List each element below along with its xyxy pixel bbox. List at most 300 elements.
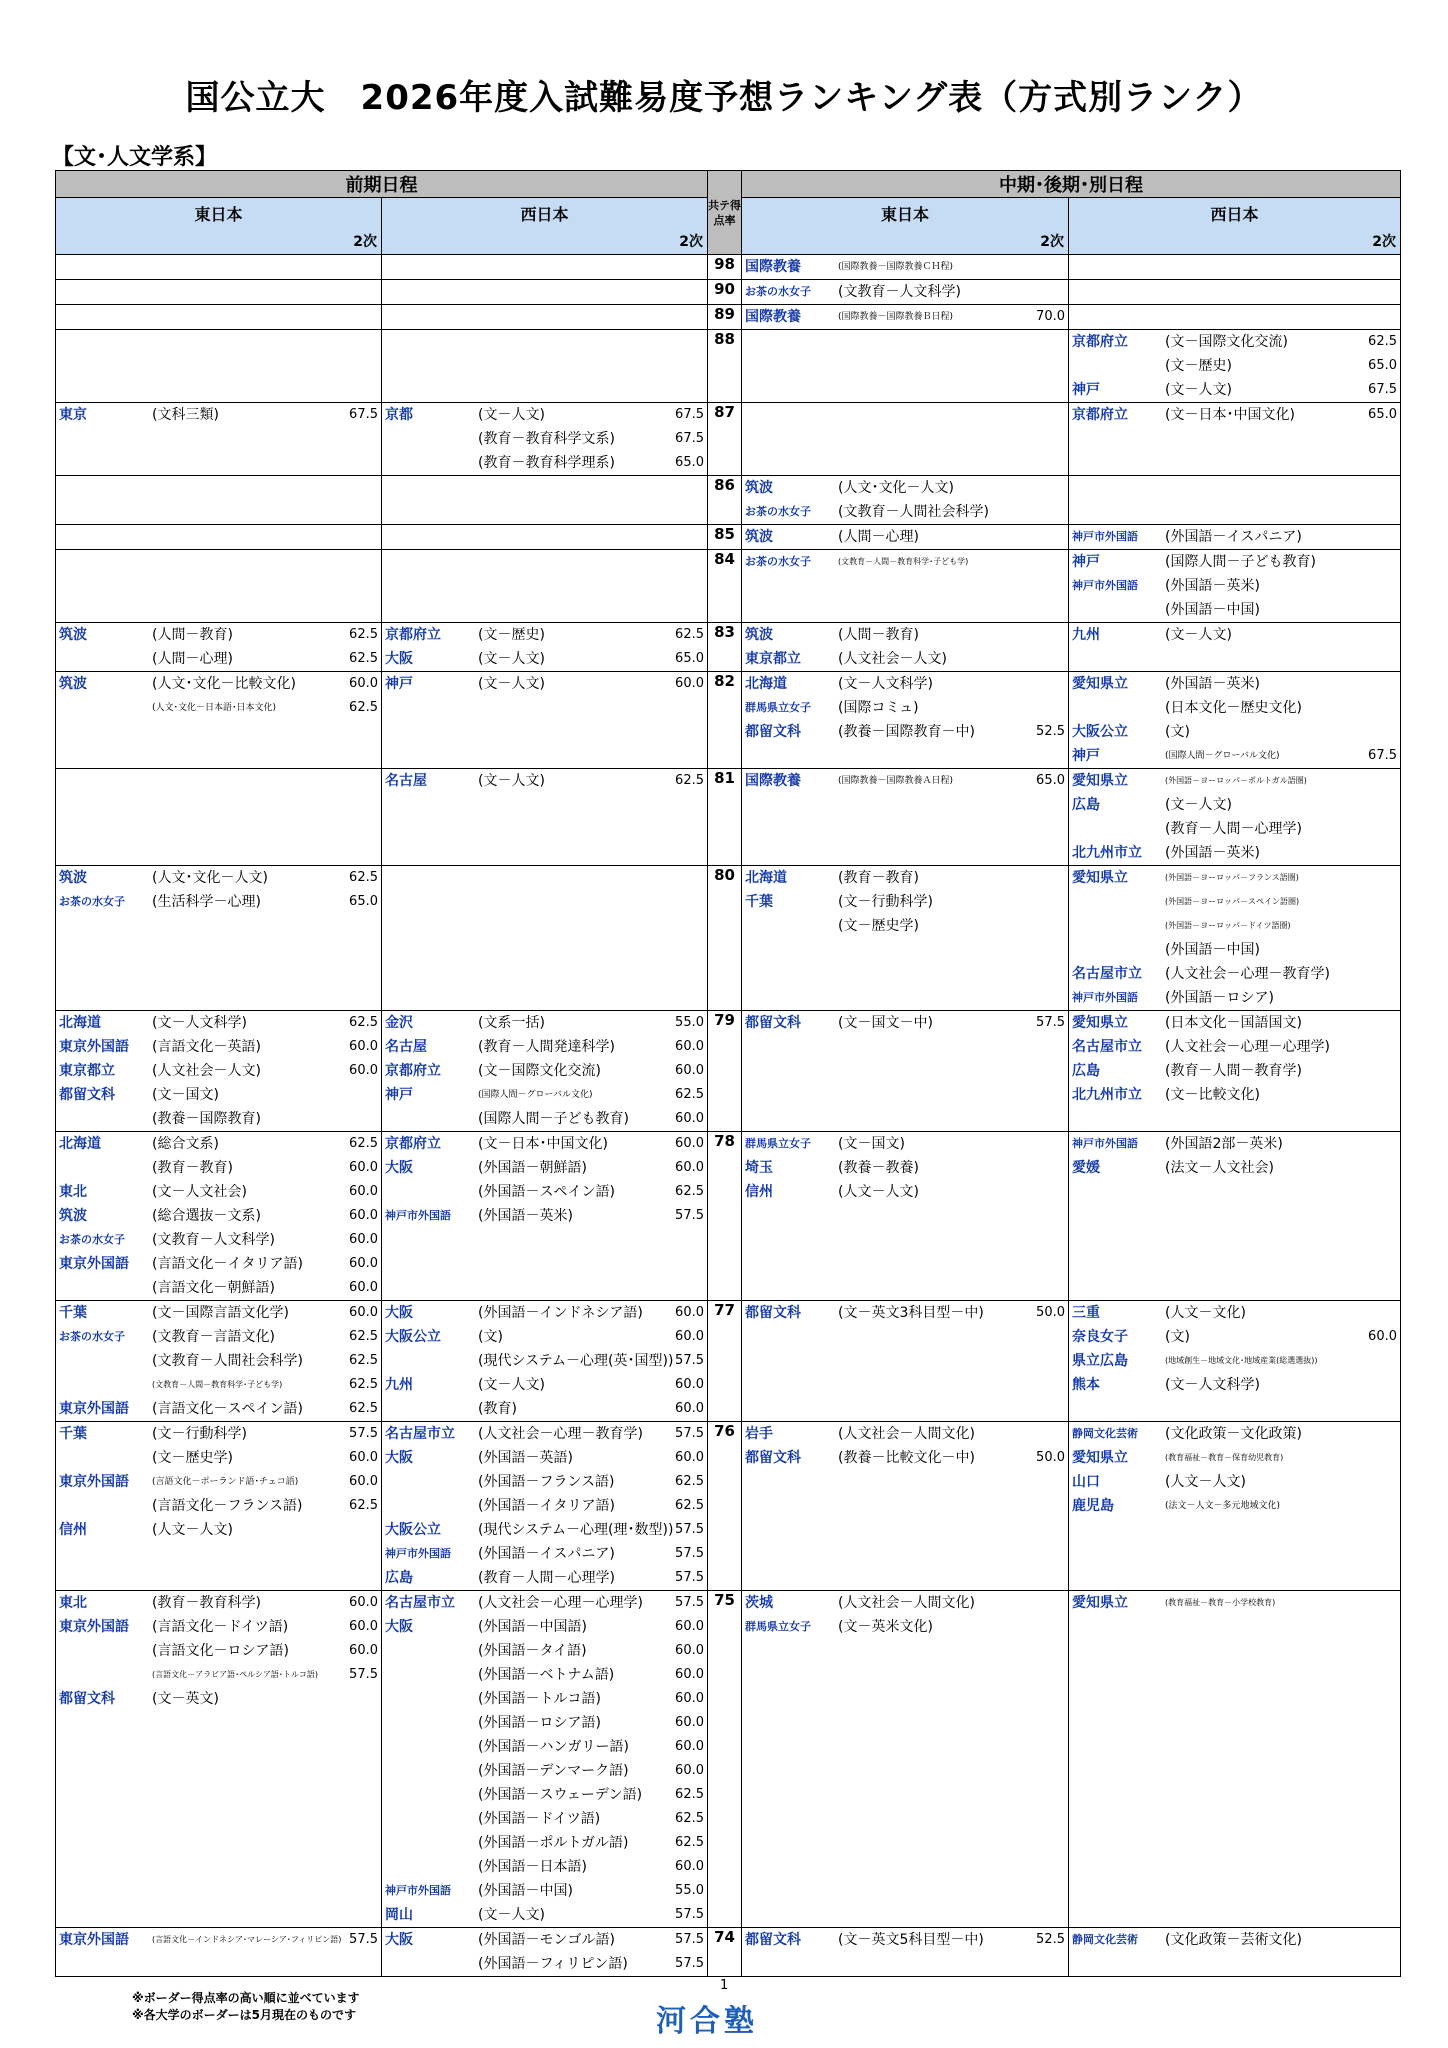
entry-line: [1069, 720, 1400, 744]
entry-line: [742, 986, 1068, 1010]
entry-line: [742, 1928, 1068, 1952]
cell-later-west: [1069, 550, 1401, 623]
department-name: (文科三類): [152, 407, 219, 423]
second-exam-score: 57.5: [675, 1426, 704, 1441]
university-name: 国際教養: [745, 309, 801, 325]
entry-line: [742, 1035, 1068, 1059]
university-name: 大阪: [385, 1305, 413, 1321]
entry-line: [742, 1615, 1068, 1639]
department-name: (文－国際文化交流): [1165, 334, 1288, 350]
entry-line: [382, 1132, 707, 1156]
department-name: (外国語－朝鮮語): [478, 1160, 587, 1176]
university-name: 神戸: [385, 1087, 413, 1103]
entry-line: [56, 1903, 381, 1927]
entry-line: [56, 500, 381, 524]
department-name: (外国語－イタリア語): [478, 1498, 615, 1514]
border-score: 88: [708, 330, 742, 403]
cell-later-west: [1069, 1011, 1401, 1132]
entry-line: [56, 1952, 381, 1976]
university-name: 愛知県立: [1072, 1015, 1128, 1031]
second-exam-score: 57.5: [675, 1353, 704, 1368]
entry-line: [56, 1180, 381, 1204]
entry-line: [742, 427, 1068, 451]
university-name: 県立広島: [1072, 1353, 1128, 1369]
entry-line: [56, 378, 381, 402]
entry-line: [742, 623, 1068, 647]
cell-later-east: [742, 1422, 1069, 1591]
entry-line: [382, 280, 707, 304]
department-name: (文－行動科学): [838, 894, 933, 910]
entry-line: [56, 1011, 381, 1035]
second-exam-score: 52.5: [1036, 1932, 1065, 1947]
footer-note: ※ボーダー得点率の高い順に並べています: [132, 1991, 360, 2005]
entry-line: [1069, 1663, 1400, 1687]
entry-line: [382, 1639, 707, 1663]
entry-line: [56, 1325, 381, 1349]
university-name: 神戸市外国語: [1072, 991, 1138, 1004]
entry-line: [742, 793, 1068, 817]
entry-line: [56, 1446, 381, 1470]
second-exam-score: 60.0: [675, 1739, 704, 1754]
second-exam-score: 60.0: [675, 1691, 704, 1706]
second-exam-score: 62.5: [349, 1353, 378, 1368]
second-exam-score: 62.5: [349, 651, 378, 666]
second-exam-score: 65.0: [1368, 407, 1397, 422]
department-name: (教養－国際教育－中): [838, 724, 975, 740]
university-name: 名古屋市立: [385, 1426, 455, 1442]
entry-line: [382, 1035, 707, 1059]
cell-early-west: [382, 305, 708, 330]
border-score: 98: [708, 255, 742, 280]
entry-line: [1069, 1397, 1400, 1421]
department-name: (言語文化－朝鮮語): [152, 1280, 275, 1296]
rank-row: [56, 1011, 1401, 1132]
university-name: 都留文科: [59, 1691, 115, 1707]
entry-line: [742, 1059, 1068, 1083]
entry-line: [1069, 1952, 1400, 1976]
entry-line: [56, 793, 381, 817]
border-score: 85: [708, 525, 742, 550]
cell-early-west: [382, 403, 708, 476]
entry-line: [742, 1759, 1068, 1783]
entry-line: [1069, 500, 1400, 524]
department-name: (文教育－人間－教育科学･子ども学): [838, 557, 969, 566]
footer-note: ※各大学のボーダーは5月現在のものです: [132, 2008, 357, 2022]
university-name: 神戸: [1072, 382, 1100, 398]
second-exam-score: 60.0: [675, 1111, 704, 1126]
second-exam-score: 60.0: [349, 1280, 378, 1295]
department-name: (教育－人間発達科学): [478, 1039, 615, 1055]
entry-line: [742, 403, 1068, 427]
second-exam-score: 62.5: [349, 1329, 378, 1344]
department-name: (文－人文): [478, 676, 545, 692]
entry-line: [742, 1855, 1068, 1879]
entry-line: [56, 1035, 381, 1059]
department-name: (国際教養－国際教養ＣＨ程): [838, 262, 954, 272]
department-name: (日本文化－歴史文化): [1165, 700, 1302, 716]
second-exam-score: 60.0: [349, 1232, 378, 1247]
entry-line: [382, 1783, 707, 1807]
entry-line: [1069, 817, 1400, 841]
department-name: (教育－教育): [838, 870, 919, 886]
department-name: (生活科学－心理): [152, 894, 261, 910]
header-score-column: 共テ得点率: [708, 171, 742, 255]
entry-line: [1069, 1325, 1400, 1349]
entry-line: [742, 305, 1068, 329]
entry-line: [56, 574, 381, 598]
department-name: (人文社会－心理－教育学): [478, 1426, 643, 1442]
entry-line: [382, 769, 707, 793]
entry-line: [742, 1470, 1068, 1494]
entry-line: [382, 403, 707, 427]
entry-line: [1069, 403, 1400, 427]
cell-later-west: [1069, 672, 1401, 769]
department-name: (外国語－ヨーロッパ－スペイン語圏): [1165, 897, 1300, 906]
entry-line: [1069, 793, 1400, 817]
entry-line: [1069, 986, 1400, 1010]
department-name: (言語文化－ドイツ語): [152, 1619, 289, 1635]
entry-line: [382, 525, 707, 549]
border-score: 82: [708, 672, 742, 769]
department-name: (外国語－ロシア): [1165, 990, 1274, 1006]
department-name: (文－国文－中): [838, 1015, 933, 1031]
entry-line: [56, 427, 381, 451]
cell-later-east: [742, 403, 1069, 476]
second-exam-score: 57.5: [675, 1570, 704, 1585]
department-name: (文－英文): [152, 1691, 219, 1707]
department-name: (文－国文): [838, 1136, 905, 1152]
entry-line: [56, 769, 381, 793]
university-name: 鹿児島: [1072, 1498, 1114, 1514]
border-score: 87: [708, 403, 742, 476]
second-exam-score: 60.0: [675, 676, 704, 691]
university-name: 神戸市外国語: [1072, 579, 1138, 592]
second-exam-score: 62.5: [675, 1787, 704, 1802]
department-name: (外国語－日本語): [478, 1859, 587, 1875]
cell-early-east: [56, 1591, 382, 1928]
university-name: 東京都立: [59, 1063, 115, 1079]
second-exam-score: 60.0: [675, 1160, 704, 1175]
entry-line: [56, 647, 381, 671]
department-name: (文教育－人間社会科学): [152, 1353, 303, 1369]
entry-line: [56, 1228, 381, 1252]
border-score: 77: [708, 1301, 742, 1422]
department-name: (教育福祉－教育－小学校教育): [1165, 1598, 1276, 1607]
second-exam-score: 60.0: [349, 1450, 378, 1465]
department-name: (国際人間－子ども教育): [1165, 554, 1316, 570]
university-name: 北海道: [745, 870, 787, 886]
cell-early-east: [56, 403, 382, 476]
entry-line: [742, 1807, 1068, 1831]
second-exam-score: 62.5: [349, 870, 378, 885]
header-later-east: 東日本 2次: [742, 198, 1069, 255]
university-name: 都留文科: [745, 1305, 801, 1321]
entry-line: [742, 1228, 1068, 1252]
university-name: 京都府立: [1072, 334, 1128, 350]
department-name: (人文－人文): [838, 1184, 919, 1200]
entry-line: [742, 1132, 1068, 1156]
second-exam-score: 65.0: [1368, 358, 1397, 373]
entry-line: [382, 550, 707, 574]
entry-line: [56, 255, 381, 279]
entry-line: [56, 1397, 381, 1421]
cell-later-east: [742, 1301, 1069, 1422]
entry-line: [382, 1325, 707, 1349]
department-name: (人文･文化－人文): [152, 870, 268, 886]
department-name: (文－人文): [1165, 627, 1232, 643]
department-name: (外国語－タイ語): [478, 1643, 587, 1659]
department-name: (外国語－中国): [1165, 602, 1260, 618]
department-name: (人文社会－人間文化): [838, 1426, 975, 1442]
university-name: 東京都立: [745, 651, 801, 667]
university-name: 名古屋: [385, 1039, 427, 1055]
second-exam-score: 57.5: [349, 1426, 378, 1441]
entry-line: [382, 1107, 707, 1131]
department-name: (文－人文): [478, 1907, 545, 1923]
rank-row: [56, 1422, 1401, 1591]
department-name: (外国語－スペイン語): [478, 1184, 615, 1200]
cell-early-west: [382, 866, 708, 1011]
department-name: (文教育－人文科学): [152, 1232, 275, 1248]
entry-line: [382, 890, 707, 914]
cell-later-east: [742, 623, 1069, 672]
cell-later-east: [742, 1011, 1069, 1132]
entry-line: [1069, 1807, 1400, 1831]
entry-line: [742, 330, 1068, 354]
border-score: 81: [708, 769, 742, 866]
entry-line: [742, 1879, 1068, 1903]
second-exam-score: 60.0: [349, 1474, 378, 1489]
second-exam-score: 62.5: [349, 1498, 378, 1513]
cell-later-west: [1069, 280, 1401, 305]
university-name: 愛知県立: [1072, 870, 1128, 886]
university-name: 神戸市外国語: [385, 1209, 451, 1222]
department-name: (文教育－人間－教育科学･子ども学): [152, 1380, 283, 1389]
entry-line: [382, 476, 707, 500]
department-name: (文教育－言語文化): [152, 1329, 275, 1345]
cell-early-east: [56, 1301, 382, 1422]
university-name: 愛知県立: [1072, 1450, 1128, 1466]
university-name: 東京外国語: [59, 1932, 129, 1948]
university-name: 神戸市外国語: [385, 1884, 451, 1897]
second-exam-score: 57.5: [349, 1667, 378, 1682]
cell-later-west: [1069, 1591, 1401, 1928]
entry-line: [742, 866, 1068, 890]
border-score: 86: [708, 476, 742, 525]
entry-line: [742, 1276, 1068, 1300]
second-exam-score: 70.0: [1036, 309, 1065, 324]
second-exam-score: 50.0: [1036, 1450, 1065, 1465]
entry-line: [1069, 769, 1400, 793]
second-exam-score: 62.5: [675, 627, 704, 642]
university-name: 東京外国語: [59, 1474, 129, 1490]
department-name: (文－人文): [478, 407, 545, 423]
second-exam-score: 60.0: [349, 1619, 378, 1634]
entry-line: [1069, 451, 1400, 475]
department-name: (教育－教育科学): [152, 1595, 261, 1611]
entry-line: [382, 1011, 707, 1035]
header-early-west: 西日本 2次: [382, 198, 708, 255]
department-name: (法文－人文－多元地域文化): [1165, 1501, 1281, 1511]
cell-early-west: [382, 550, 708, 623]
cell-early-west: [382, 1591, 708, 1928]
rank-row: [56, 403, 1401, 476]
department-name: (国際人間－グローバル文化): [478, 1090, 593, 1100]
university-name: お茶の水女子: [59, 1330, 125, 1343]
entry-line: [56, 1711, 381, 1735]
entry-line: [56, 1639, 381, 1663]
department-name: (人間－心理): [152, 651, 233, 667]
university-name: 都留文科: [59, 1087, 115, 1103]
department-name: (文－英文5科目型－中): [838, 1932, 984, 1948]
department-name: (外国語－フィリピン語): [478, 1956, 628, 1972]
university-name: 群馬県立女子: [745, 701, 811, 714]
entry-line: [1069, 354, 1400, 378]
second-exam-score: 60.0: [349, 1256, 378, 1271]
entry-line: [382, 744, 707, 768]
university-name: 筑波: [745, 480, 773, 496]
university-name: 国際教養: [745, 773, 801, 789]
page-number: 1: [720, 1978, 729, 1993]
entry-line: [382, 938, 707, 962]
entry-line: [382, 1711, 707, 1735]
kawaijuku-logo: 河合塾: [656, 2004, 758, 2039]
department-name: (人文社会－人文): [838, 651, 947, 667]
university-name: 東京: [59, 407, 87, 423]
cell-later-east: [742, 330, 1069, 403]
department-name: (教育－教育科学文系): [478, 431, 615, 447]
university-name: 名古屋: [385, 773, 427, 789]
cell-early-west: [382, 280, 708, 305]
department-name: (文－人文社会): [152, 1184, 247, 1200]
entry-line: [742, 1156, 1068, 1180]
second-exam-score: 60.0: [675, 1619, 704, 1634]
entry-line: [56, 1735, 381, 1759]
university-name: 奈良女子: [1072, 1329, 1128, 1345]
entry-line: [382, 1518, 707, 1542]
university-name: 愛知県立: [1072, 1595, 1128, 1611]
university-name: 静岡文化芸術: [1072, 1427, 1138, 1440]
entry-line: [382, 647, 707, 671]
second-exam-score: 62.5: [675, 1835, 704, 1850]
rank-row: [56, 769, 1401, 866]
university-name: 千葉: [745, 894, 773, 910]
department-name: (日本文化－国語国文): [1165, 1015, 1302, 1031]
university-name: お茶の水女子: [59, 1233, 125, 1246]
entry-line: [742, 598, 1068, 622]
department-name: (国際人間－子ども教育): [478, 1111, 629, 1127]
university-name: 広島: [1072, 1063, 1100, 1079]
entry-line: [382, 1952, 707, 1976]
department-name: (外国語－英語): [478, 1450, 573, 1466]
second-exam-score: 57.5: [675, 1932, 704, 1947]
cell-later-west: [1069, 525, 1401, 550]
entry-line: [382, 914, 707, 938]
second-exam-score: 62.5: [349, 1401, 378, 1416]
entry-line: [382, 1663, 707, 1687]
university-name: 都留文科: [745, 1932, 801, 1948]
footer-notes: [132, 1990, 360, 2024]
department-name: (外国語－中国語): [478, 1619, 587, 1635]
entry-line: [1069, 1615, 1400, 1639]
entry-line: [1069, 1928, 1400, 1952]
rank-row: [56, 1928, 1401, 1977]
entry-line: [742, 1083, 1068, 1107]
second-exam-score: 60.0: [349, 1643, 378, 1658]
cell-later-west: [1069, 1301, 1401, 1422]
second-exam-score: 60.0: [1368, 1329, 1397, 1344]
department-name: (言語文化－英語): [152, 1039, 261, 1055]
university-name: 大阪: [385, 1450, 413, 1466]
entry-line: [56, 1831, 381, 1855]
entry-line: [742, 962, 1068, 986]
border-score: 84: [708, 550, 742, 623]
cell-later-east: [742, 280, 1069, 305]
second-exam-score: 60.0: [675, 1859, 704, 1874]
cell-early-east: [56, 769, 382, 866]
border-score: 75: [708, 1591, 742, 1928]
department-name: (文化政策－文化政策): [1165, 1426, 1302, 1442]
second-exam-score: 62.5: [675, 1474, 704, 1489]
ranking-table: [55, 170, 1401, 1977]
entry-line: [742, 1422, 1068, 1446]
ranking-table-body: [56, 255, 1401, 1977]
rank-row: [56, 305, 1401, 330]
entry-line: [1069, 1422, 1400, 1446]
university-name: 熊本: [1072, 1377, 1100, 1393]
entry-line: [1069, 1566, 1400, 1590]
university-name: 大阪: [385, 1932, 413, 1948]
second-exam-score: 60.0: [675, 1329, 704, 1344]
entry-line: [742, 574, 1068, 598]
entry-line: [382, 1276, 707, 1300]
entry-line: [742, 1903, 1068, 1927]
university-name: 筑波: [59, 676, 87, 692]
second-exam-score: 57.5: [675, 1907, 704, 1922]
university-name: 北海道: [59, 1015, 101, 1031]
entry-line: [742, 1591, 1068, 1615]
university-name: 神戸: [1072, 554, 1100, 570]
entry-line: [1069, 1879, 1400, 1903]
university-name: 国際教養: [745, 259, 801, 275]
entry-line: [382, 255, 707, 279]
university-name: 広島: [385, 1570, 413, 1586]
second-exam-score: 62.5: [349, 1377, 378, 1392]
entry-line: [382, 672, 707, 696]
second-exam-score: 60.0: [349, 676, 378, 691]
university-name: 北海道: [59, 1136, 101, 1152]
second-exam-score: 60.0: [675, 1667, 704, 1682]
entry-line: [382, 1494, 707, 1518]
department-name: (文－日本･中国文化): [478, 1136, 608, 1152]
second-exam-score: 60.0: [675, 1643, 704, 1658]
rank-row: [56, 866, 1401, 1011]
border-score: 89: [708, 305, 742, 330]
entry-line: [742, 938, 1068, 962]
department-name: (国際コミュ): [838, 700, 919, 716]
department-name: (言語文化－インドネシア･マレーシア･フィリピン語): [152, 1935, 342, 1944]
cell-later-east: [742, 1591, 1069, 1928]
department-name: (文－英米文化): [838, 1619, 933, 1635]
department-name: (言語文化－フランス語): [152, 1498, 303, 1514]
entry-line: [56, 1276, 381, 1300]
university-name: 岩手: [745, 1426, 773, 1442]
entry-line: [56, 1059, 381, 1083]
cell-early-east: [56, 866, 382, 1011]
entry-line: [1069, 1011, 1400, 1035]
entry-line: [742, 1397, 1068, 1421]
entry-line: [56, 1928, 381, 1952]
